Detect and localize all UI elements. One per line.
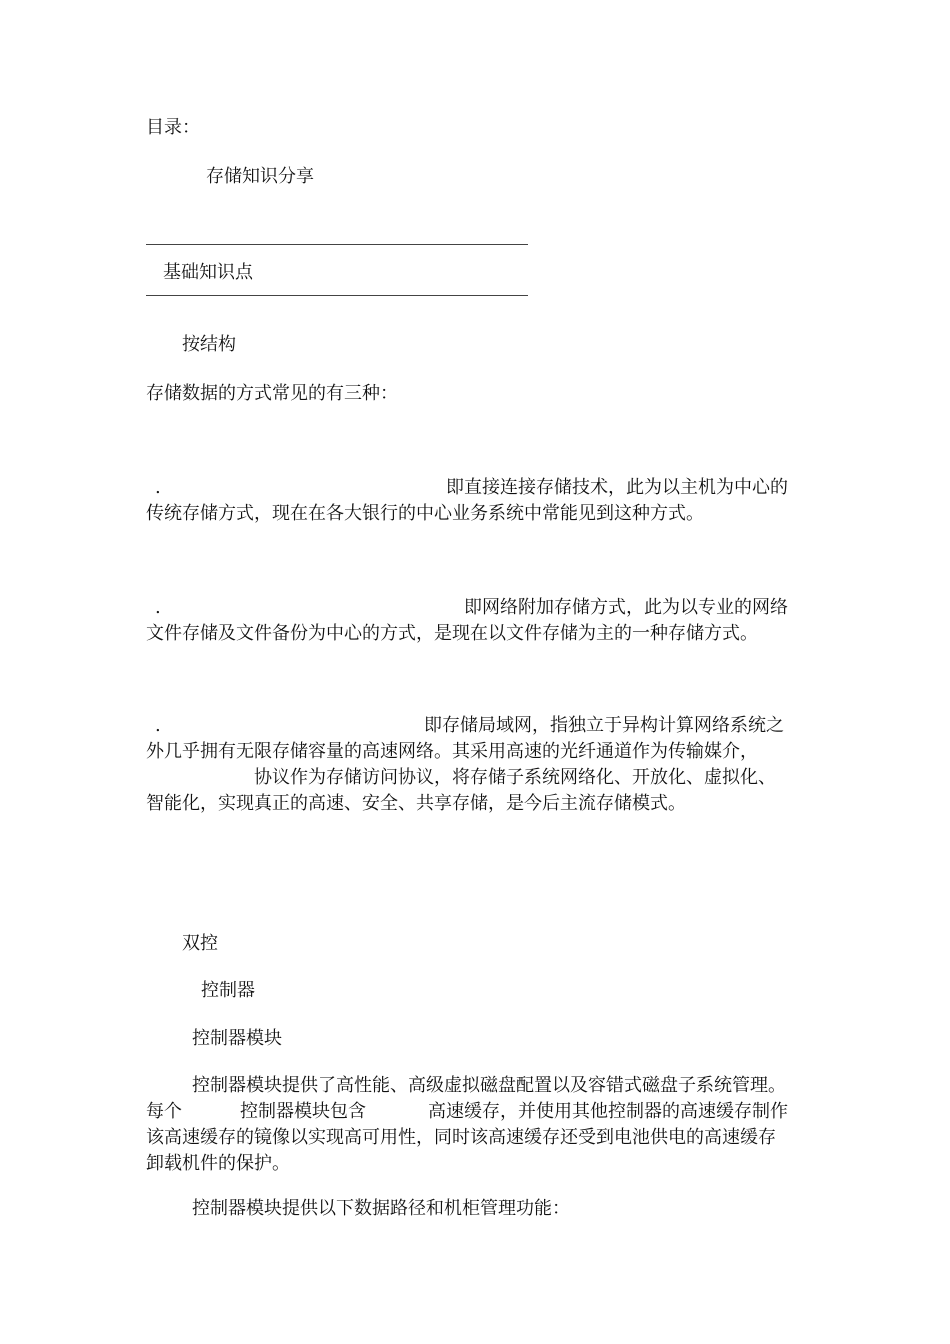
nas-bullet: . xyxy=(155,597,161,618)
das-line-1: 即直接连接存储技术，此为以主机为中心的 xyxy=(446,477,788,498)
das-bullet: . xyxy=(155,477,161,498)
san-line-2: 外几乎拥有无限存储容量的高速网络。其采用高速的光纤通道作为传输媒介， xyxy=(146,741,758,762)
section-heading-basics: 基础知识点 xyxy=(163,262,253,283)
module-para-line-4: 卸载机件的保护。 xyxy=(146,1153,290,1174)
module-para-line-3: 该高速缓存的镜像以实现高可用性，同时该高速缓存还受到电池供电的高速缓存 xyxy=(146,1127,776,1148)
heading-controller-module: 控制器模块 xyxy=(192,1028,282,1049)
divider-top xyxy=(146,244,528,245)
san-line-1: 即存储局域网，指独立于异构计算网络系统之 xyxy=(424,715,784,736)
module-para-line-2b: 控制器模块包含 xyxy=(240,1101,366,1122)
san-line-3: 协议作为存储访问协议，将存储子系统网络化、开放化、虚拟化、 xyxy=(254,767,776,788)
heading-controller: 控制器 xyxy=(201,980,255,1001)
san-bullet: . xyxy=(155,715,161,736)
module-para-line-2c: 高速缓存，并使用其他控制器的高速缓存制作 xyxy=(428,1101,788,1122)
module-functions-text: 控制器模块提供以下数据路径和机柜管理功能： xyxy=(192,1198,570,1219)
san-line-4: 智能化，实现真正的高速、安全、共享存储，是今后主流存储模式。 xyxy=(146,793,686,814)
intro-text: 存储数据的方式常见的有三种： xyxy=(146,383,398,404)
module-para-line-1: 控制器模块提供了高性能、高级虚拟磁盘配置以及容错式磁盘子系统管理。 xyxy=(192,1075,786,1096)
nas-line-2: 文件存储及文件备份为中心的方式，是现在以文件存储为主的一种存储方式。 xyxy=(146,623,758,644)
divider-bottom xyxy=(146,295,528,296)
heading-dual-control: 双控 xyxy=(182,933,218,954)
nas-line-1: 即网络附加存储方式，此为以专业的网络 xyxy=(464,597,788,618)
document-title: 存储知识分享 xyxy=(206,166,314,187)
heading-structure: 按结构 xyxy=(182,334,236,355)
module-para-line-2a: 每个 xyxy=(146,1101,182,1122)
das-line-2: 传统存储方式，现在在各大银行的中心业务系统中常能见到这种方式。 xyxy=(146,503,704,524)
toc-label: 目录： xyxy=(146,117,200,138)
